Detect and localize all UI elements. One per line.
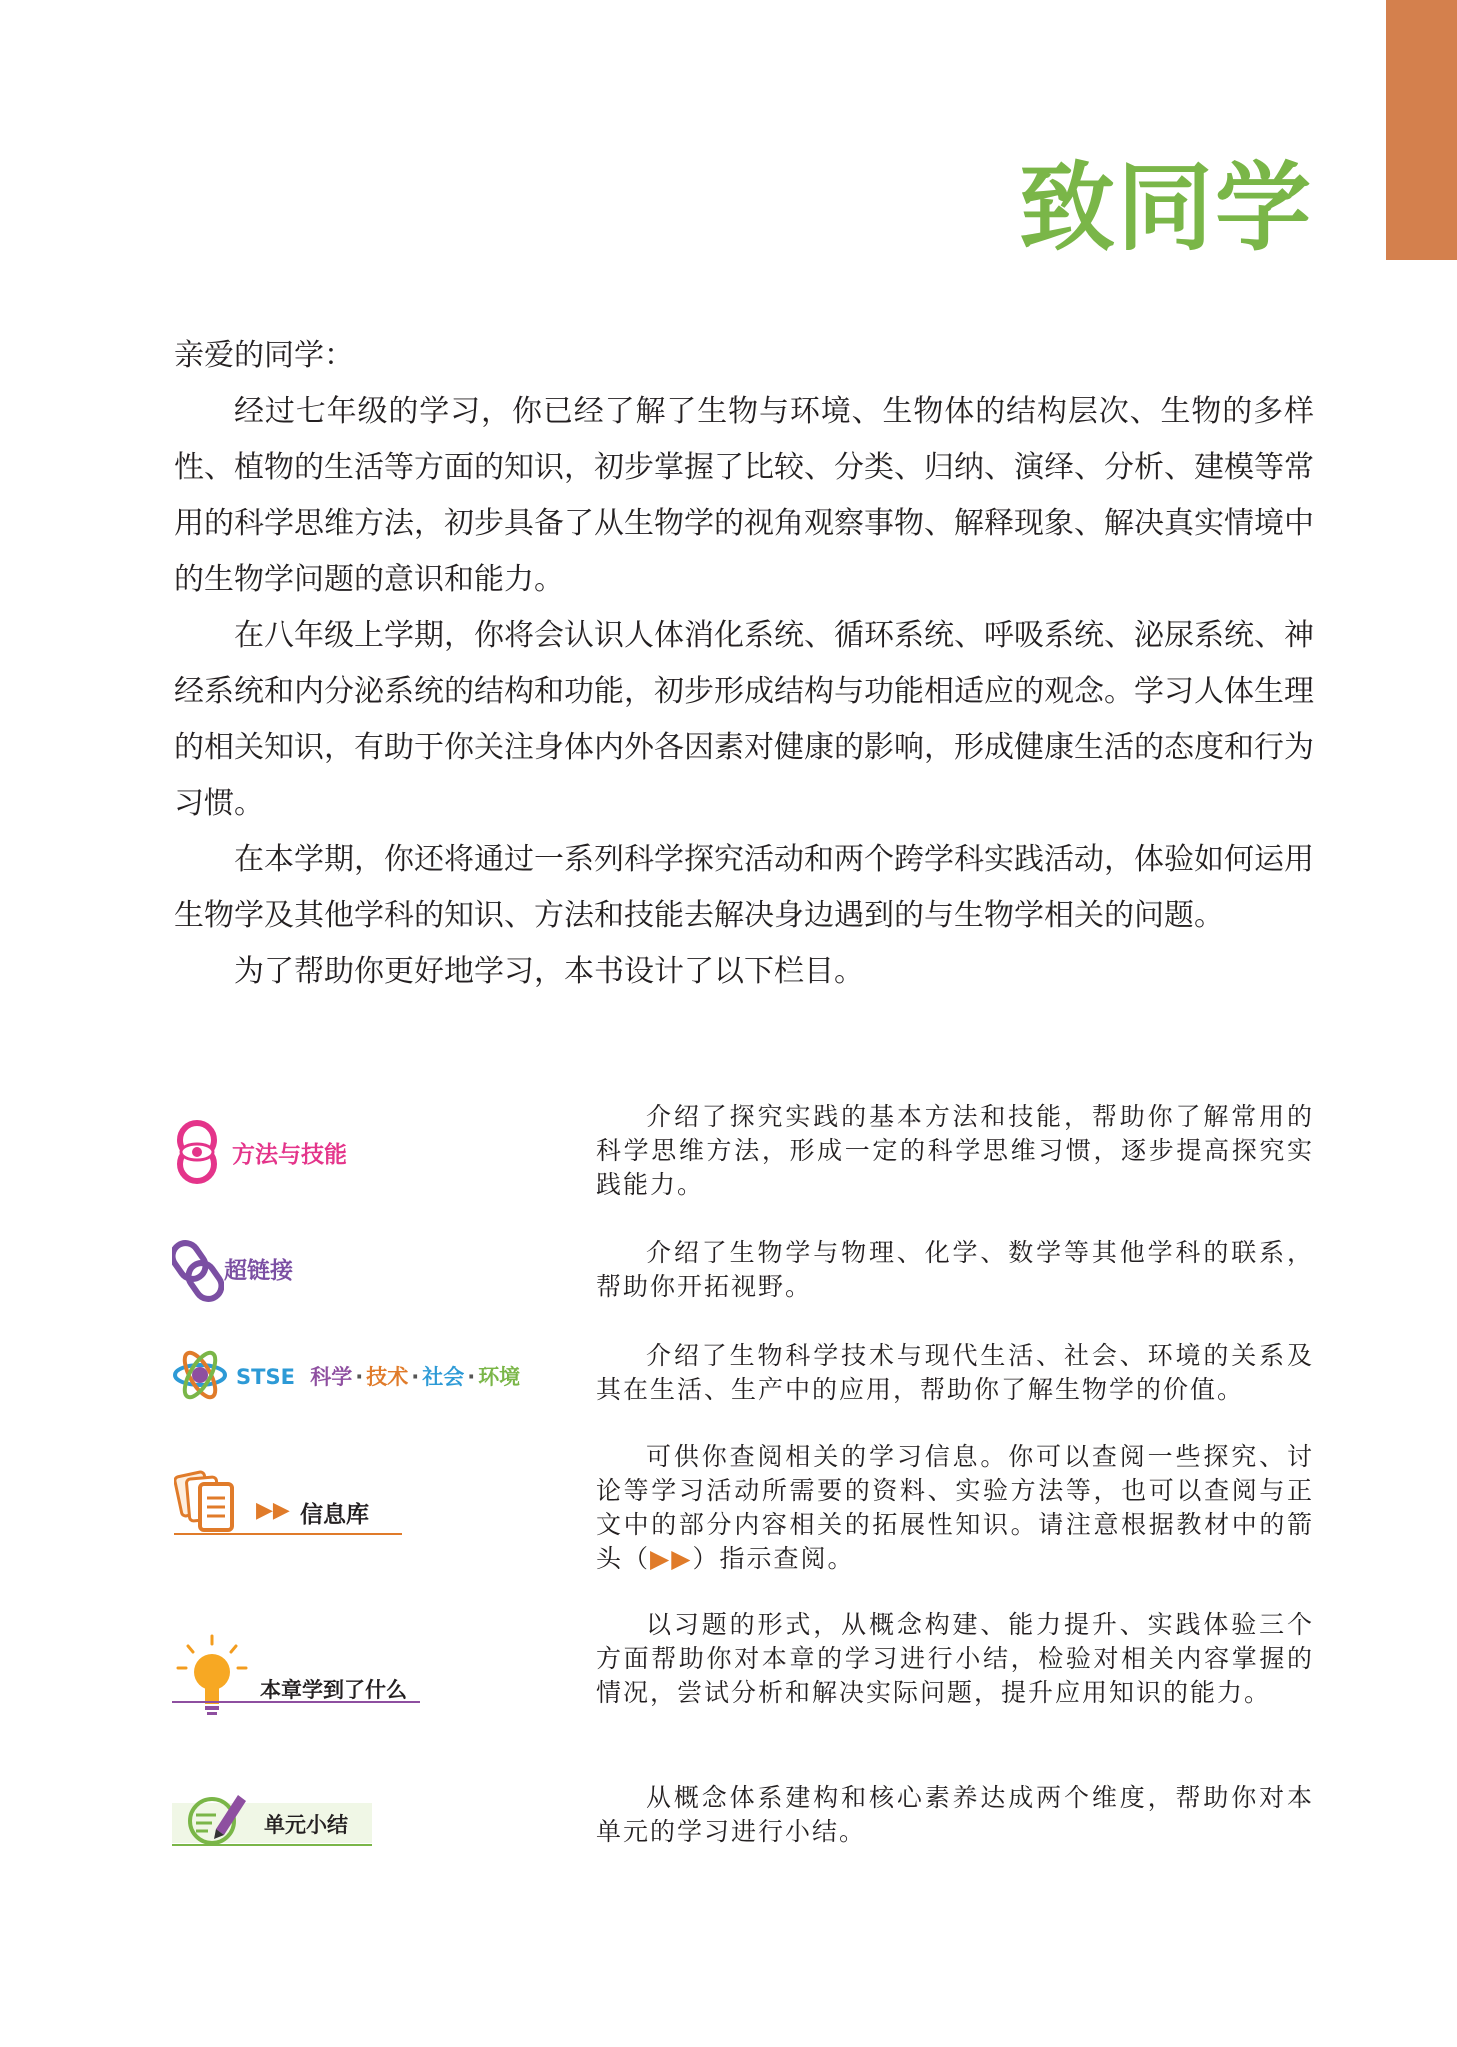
atom-icon xyxy=(172,1347,228,1403)
chapter-tab xyxy=(1386,0,1457,260)
column-description: 以习题的形式，从概念构建、能力提升、实践体验三个方面帮助你对本章的学习进行小结，检验对相关内容掌握的情况，尝试分析和解决实际问题，提升应用知识的能力。 xyxy=(596,1610,1314,1707)
page-title: 致同学 xyxy=(1019,152,1313,264)
chain-link-icon xyxy=(172,1238,224,1304)
eye-rings-icon xyxy=(172,1120,222,1186)
stse-sep: · xyxy=(355,1365,364,1389)
column-label: 本章学到了什么 xyxy=(260,1678,407,1702)
column-label: 信息库 xyxy=(300,1502,369,1528)
stse-part: 技术 xyxy=(366,1365,409,1389)
column-label: 超链接 xyxy=(224,1258,293,1284)
column-description: 介绍了探究实践的基本方法和技能，帮助你了解常用的科学思维方法，形成一定的科学思维习惯，逐步提高探究实践能力。 xyxy=(596,1102,1314,1199)
column-description: 介绍了生物科学技术与现代生活、社会、环境的关系及其在生活、生产中的应用，帮助你了解生物学的价值。 xyxy=(596,1341,1314,1404)
greeting: 亲爱的同学： xyxy=(174,338,354,373)
stse-label xyxy=(236,1361,520,1391)
column-description: 从概念体系建构和核心素养达成两个维度，帮助你对本单元的学习进行小结。 xyxy=(596,1783,1314,1846)
info-arrow-icon: ▶▶ xyxy=(256,1498,290,1523)
description-text: ）指示查阅。 xyxy=(692,1544,855,1573)
inline-arrow-icon: ▶▶ xyxy=(650,1544,693,1573)
stse-part: 环境 xyxy=(478,1365,521,1389)
intro-letter xyxy=(174,328,1314,1000)
column-description xyxy=(596,1440,1314,1576)
paragraph: 为了帮助你更好地学习，本书设计了以下栏目。 xyxy=(234,954,864,989)
description-text: 可供你查阅相关的学习信息。你可以查阅一些探究、讨论等学习活动所需要的资料、实验方法等，也可以查阅与正文中的部分内容相关的拓展性知识。请注意根据教材中的箭头（ xyxy=(596,1442,1314,1573)
stse-abbr: STSE xyxy=(236,1365,295,1389)
stse-sep: · xyxy=(467,1365,476,1389)
stse-sep: · xyxy=(411,1365,420,1389)
column-label: 单元小结 xyxy=(264,1813,348,1837)
column-description: 介绍了生物学与物理、化学、数学等其他学科的联系，帮助你开拓视野。 xyxy=(596,1238,1314,1301)
paragraph: 在八年级上学期，你将会认识人体消化系统、循环系统、呼吸系统、泌尿系统、神经系统和内分泌系统的结构和功能，初步形成结构与功能相适应的观念。学习人体生理的相关知识，有助于你关注身体内外各因素对健康的影响，形成健康生活的态度和行为习惯。 xyxy=(174,618,1314,821)
stse-part: 科学 xyxy=(310,1365,353,1389)
paragraph: 在本学期，你还将通过一系列科学探究活动和两个跨学科实践活动，体验如何运用生物学及其他学科的知识、方法和技能去解决身边遇到的与生物学相关的问题。 xyxy=(174,842,1314,933)
paragraph: 经过七年级的学习，你已经了解了生物与环境、生物体的结构层次、生物的多样性、植物的生活等方面的知识，初步掌握了比较、分类、归纳、演绎、分析、建模等常用的科学思维方法，初步具备了从生物学的视角观察事物、解释现象、解决真实情境中的生物学问题的意识和能力。 xyxy=(174,394,1314,597)
column-label: 方法与技能 xyxy=(232,1142,347,1168)
stse-part: 社会 xyxy=(422,1365,465,1389)
